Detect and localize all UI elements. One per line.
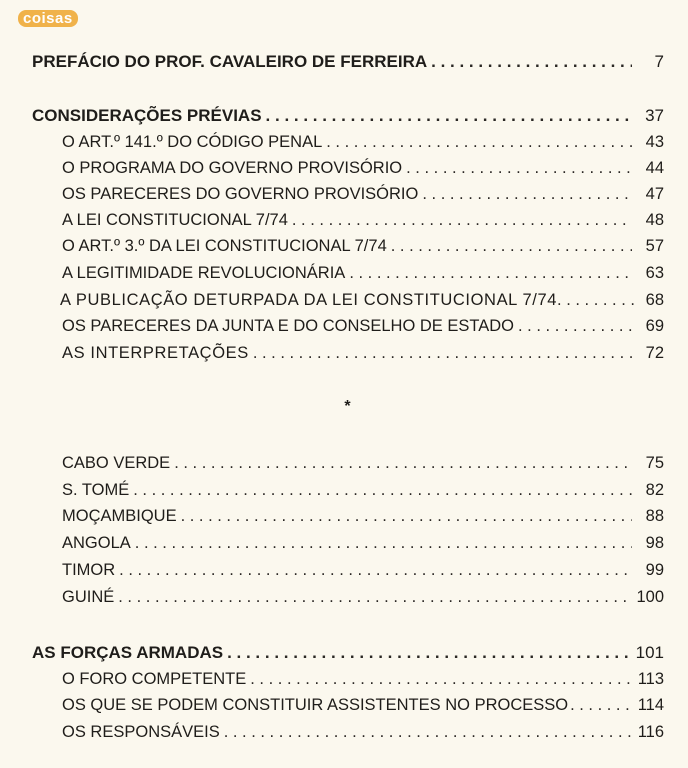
toc-page-number: 57	[645, 237, 664, 255]
toc-entry-interpretacoes[interactable]	[0, 341, 688, 363]
leader-dots	[292, 210, 632, 230]
toc-page-number: 116	[637, 723, 664, 741]
leader-dots	[391, 236, 632, 256]
toc-page-number: 98	[645, 534, 664, 552]
leader-dots	[266, 106, 632, 126]
toc-page-number: 72	[645, 344, 664, 362]
toc-title: PREFÁCIO DO PROF. CAVALEIRO DE FERREIRA	[32, 52, 428, 71]
toc-page-number: 47	[645, 185, 664, 203]
toc-title: CONSIDERAÇÕES PRÉVIAS	[32, 106, 262, 125]
toc-page-number: 75	[645, 454, 664, 472]
toc-page-number: 100	[636, 588, 664, 606]
leader-dots	[557, 290, 634, 310]
toc-entry-lei-774[interactable]	[0, 208, 688, 230]
toc-title: O ART.º 141.º DO CÓDIGO PENAL	[62, 133, 323, 151]
toc-entry-forcas-armadas[interactable]	[0, 641, 688, 663]
leader-dots	[518, 316, 632, 336]
asterisk-separator: *	[344, 398, 351, 415]
leader-dots	[135, 533, 632, 553]
toc-entry-mocambique[interactable]	[0, 504, 688, 526]
leader-dots	[119, 560, 632, 580]
toc-title: TIMOR	[62, 561, 116, 579]
leader-dots	[224, 722, 632, 742]
toc-page-number: 37	[645, 106, 664, 125]
toc-title: O FORO COMPETENTE	[62, 670, 247, 688]
toc-page-number: 114	[637, 696, 664, 714]
leader-dots	[250, 669, 631, 689]
toc-entry-cabo-verde[interactable]	[0, 451, 688, 473]
leader-dots	[422, 184, 632, 204]
watermark-logo: coisas	[18, 10, 78, 27]
toc-page-number: 69	[645, 317, 664, 335]
toc-title: O ART.º 3.º DA LEI CONSTITUCIONAL 7/74	[62, 237, 387, 255]
toc-title: OS RESPONSÁVEIS	[62, 723, 220, 741]
toc-title: GUINÉ	[62, 588, 115, 606]
toc-title: ANGOLA	[62, 534, 131, 552]
toc-title: OS PARECERES DO GOVERNO PROVISÓRIO	[62, 185, 419, 203]
section-separator	[0, 398, 688, 416]
toc-page-number: 101	[635, 643, 664, 662]
toc-entry-s-tome[interactable]	[0, 478, 688, 500]
leader-dots	[406, 158, 632, 178]
toc-page-number: 113	[637, 670, 664, 688]
toc-title: MOÇAMBIQUE	[62, 507, 177, 525]
leader-dots	[570, 695, 632, 715]
leader-dots	[133, 480, 632, 500]
toc-entry-art141[interactable]	[0, 130, 688, 152]
leader-dots	[118, 587, 630, 607]
toc-title: OS QUE SE PODEM CONSTITUIR ASSISTENTES NO PROCESSO	[62, 696, 569, 714]
toc-entry-art3[interactable]	[0, 234, 688, 256]
leader-dots	[349, 263, 632, 283]
toc-entry-foro[interactable]	[0, 667, 688, 689]
leader-dots	[181, 506, 632, 526]
toc-entry-prefacio[interactable]	[0, 50, 688, 72]
toc-title: OS PARECERES DA JUNTA E DO CONSELHO DE ESTADO	[62, 317, 515, 335]
toc-title: AS INTERPRETAÇÕES	[62, 344, 249, 362]
toc-entry-pareceres-governo[interactable]	[0, 182, 688, 204]
toc-entry-pareceres-junta[interactable]	[0, 314, 688, 336]
toc-entry-programa[interactable]	[0, 156, 688, 178]
toc-title: A PUBLICAÇÃO DETURPADA DA LEI CONSTITUCIONAL 7/74	[60, 291, 558, 309]
toc-page-number: 88	[645, 507, 664, 525]
toc-entry-responsaveis[interactable]	[0, 720, 688, 742]
toc-page-number: 63	[645, 264, 664, 282]
toc-title: A LEGITIMIDADE REVOLUCIONÁRIA	[62, 264, 346, 282]
leader-dots	[326, 132, 632, 152]
toc-entry-guine[interactable]	[0, 585, 688, 607]
toc-title: S. TOMÉ	[62, 481, 130, 499]
leader-dots	[253, 343, 632, 363]
toc-title: A LEI CONSTITUCIONAL 7/74	[62, 211, 288, 229]
leader-dots	[174, 453, 632, 473]
toc-page-number: 48	[645, 211, 664, 229]
toc-title: O PROGRAMA DO GOVERNO PROVISÓRIO	[62, 159, 403, 177]
toc-page-number: 99	[645, 561, 664, 579]
toc-page-number: 7	[654, 52, 664, 71]
toc-entry-angola[interactable]	[0, 531, 688, 553]
toc-entry-publicacao[interactable]	[0, 288, 688, 310]
toc-page-number: 68	[645, 291, 664, 309]
toc-entry-assistentes[interactable]	[0, 693, 688, 715]
toc-entry-consideracoes[interactable]	[0, 104, 688, 126]
toc-title: CABO VERDE	[62, 454, 171, 472]
toc-entry-timor[interactable]	[0, 558, 688, 580]
toc-page-number: 82	[645, 481, 664, 499]
toc-entry-legitimidade[interactable]	[0, 261, 688, 283]
leader-dots	[431, 52, 632, 72]
toc-page-number: 44	[645, 159, 664, 177]
toc-title: AS FORÇAS ARMADAS	[32, 643, 224, 662]
leader-dots	[227, 643, 630, 663]
toc-page-number: 43	[645, 133, 664, 151]
